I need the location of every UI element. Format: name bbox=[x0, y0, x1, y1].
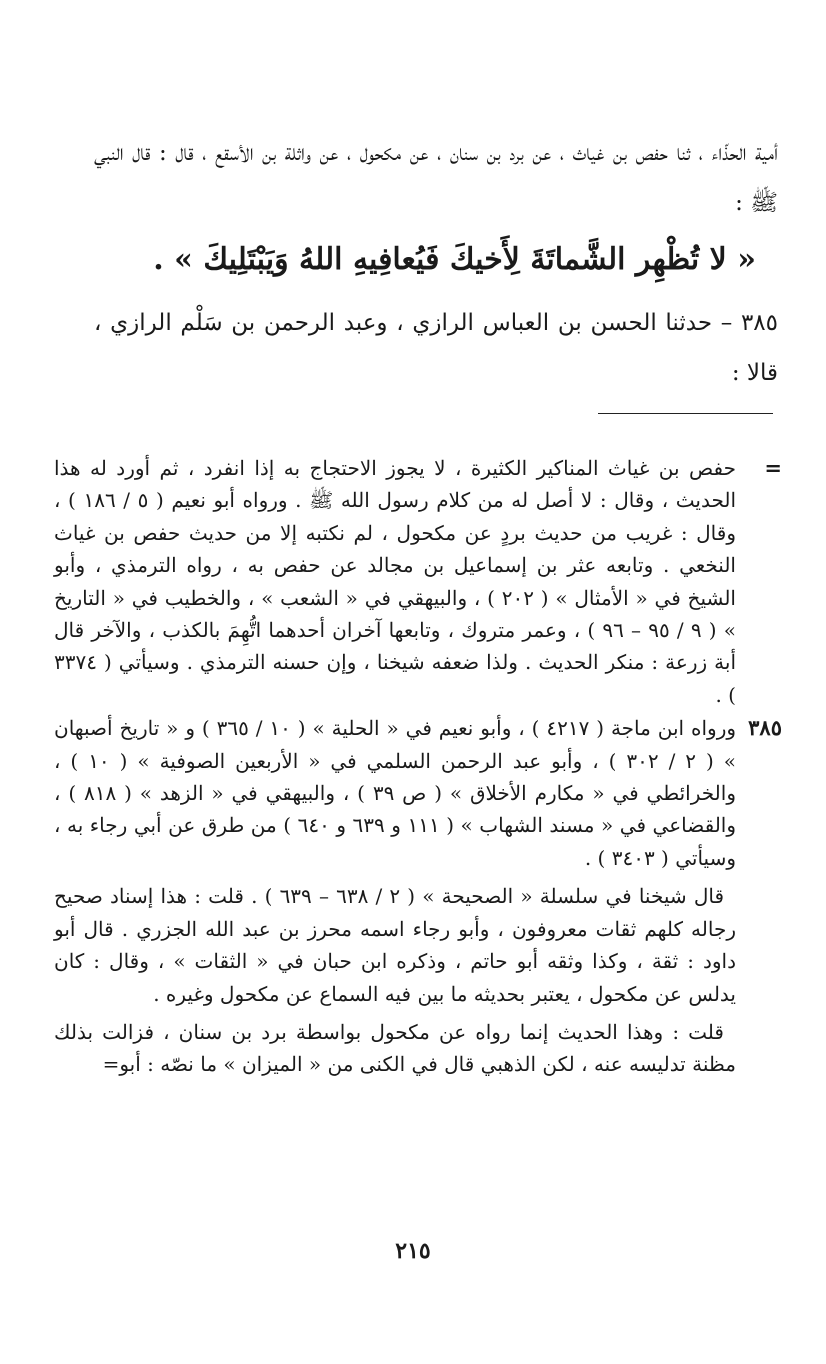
footnote-385-paragraph-1: ورواه ابن ماجة ( ٤٢١٧ ) ، وأبو نعيم في « الحلية » ( ١٠ / ٣٦٥ ) و « تاريخ أصبهان » ( ٢ / ٣٠٢ ) ، وأبو عبد الرحمن السلمي في « الأربعين الصوفية » ( ١٠ ) ، والخرائطي في « مكارم الأخلاق » ( ص ٣٩ ) ، والبيهقي في « الزهد » ( ٨١٨ ) ، والقضاعي في « مسند الشهاب » ( ١١١ و ٦٣٩ و ٦٤٠ ) من طرق عن أبي رجاء به ، وسيأتي ( ٣٤٠٣ ) . bbox=[54, 716, 737, 870]
footnote-385-paragraph-2: قال شيخنا في سلسلة « الصحيحة » ( ٢ / ٦٣٨ – ٦٣٩ ) . قلت : هذا إسناد صحيح رجاله كلهم ثقات معروفون ، وأبو رجاء اسمه محرز بن عبد الله الجزري . قال أبو داود : ثقة ، وكذا وثقه أبو حاتم ، وذكره ابن حبان في « الثقات » ، وقال : كان يدلس عن مكحول ، يعتبر بحديثه ما بين فيه السماع عن مكحول وغيره . bbox=[54, 884, 736, 1006]
footnote-divider bbox=[598, 413, 773, 414]
footnote-continuation bbox=[54, 452, 782, 711]
footnotes-block bbox=[54, 452, 782, 1081]
footnote-385-paragraph-3: قلت : وهذا الحديث إنما رواه عن مكحول بواسطة برد بن سنان ، فزالت بذلك مظنة تدليسه عنه ، لكن الذهبي قال في الكنى من « الميزان » ما نصّه : أبو= bbox=[54, 1019, 736, 1077]
main-text-block bbox=[94, 128, 778, 398]
continuation-marker: = bbox=[764, 455, 782, 480]
footnote-385 bbox=[54, 712, 782, 1080]
footnote-continuation-text: حفص بن غياث المناكير الكثيرة ، لا يجوز الاحتجاج به إذا انفرد ، ثم أورد له هذا الحديث ، وقال : لا أصل له من كلام رسول الله ﷺ . ورواه أبو نعيم ( ٥ / ١٨٦ ) ، وقال : غريب من حديث بردٍ عن مكحول ، لم نكتبه إلا من حديث حفص بن غياث النخعي . وتابعه عثر بن إسماعيل بن مجالد عن حفص به ، رواه الترمذي ، وأبو الشيخ في « الأمثال » ( ٢٠٢ ) ، والبيهقي في « الشعب » ، والخطيب في « التاريخ » ( ٩ / ٩٥ – ٩٦ ) ، وعمر متروك ، وتابعها آخران أحدهما اتُّهِمَ بالكذب ، والآخر قال أبة زرعة : منكر الحديث . ولذا ضعفه شيخنا ، وإن حسنه الترمذي . وسيأتي ( ٣٣٧٤ ) . bbox=[54, 456, 737, 707]
hadith-385-chain: ٣٨٥ – حدثنا الحسن بن العباس الرازي ، وعبد الرحمن بن سَلْم الرازي ، قالا : bbox=[94, 310, 778, 386]
page-number: ٢١٥ bbox=[395, 1238, 431, 1264]
hadith-chain-intro: أمية الحذّاء ، ثنا حفص بن غياث ، عن برد بن سنان ، عن مكحول ، عن واثلة بن الأسقع ، قال : قال النبي ﷺ : bbox=[94, 140, 778, 216]
footnote-385-number: ٣٨٥ bbox=[748, 715, 782, 741]
hadith-text: « لا تُظْهِر الشَّماتَةَ لِأَخيكَ فَيُعافِيهِ اللهُ وَيَبْتَلِيكَ » . bbox=[153, 242, 756, 277]
